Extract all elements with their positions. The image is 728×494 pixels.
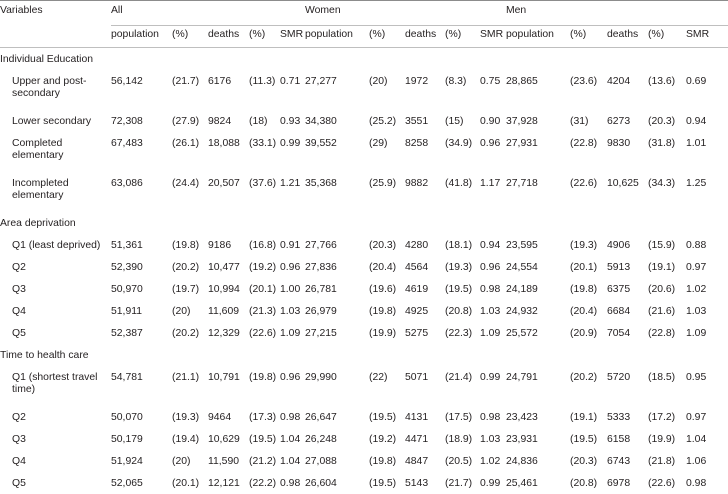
table-cell: (20.3) [570,450,607,472]
table-cell: (8.3) [445,70,480,110]
row-label: Q3 [0,278,111,300]
table-cell: 12,121 [208,472,249,494]
subheader-all-1: (%) [172,26,208,48]
table-cell: 4564 [405,256,445,278]
table-row [0,278,728,300]
table-row [0,366,728,406]
table-cell: 51,924 [111,450,172,472]
table-cell: 0.93 [280,110,305,132]
table-cell: (34.9) [445,132,480,172]
table-cell: 10,629 [208,428,249,450]
table-cell: 4204 [607,70,648,110]
table-cell: 0.94 [480,234,506,256]
table-cell: 0.96 [480,256,506,278]
table-cell: (19.3) [570,234,607,256]
table-cell: 5275 [405,322,445,344]
table-cell: 9186 [208,234,249,256]
section-header-row [0,212,728,234]
table-cell: 23,931 [506,428,570,450]
table-cell: 1972 [405,70,445,110]
table-cell: 25,572 [506,322,570,344]
table-row [0,428,728,450]
table-cell: (24.4) [172,172,208,212]
table-cell: 0.98 [480,406,506,428]
table-cell: 1.03 [280,300,305,322]
subheader-all-0: population [111,26,172,48]
table-cell: 0.99 [480,366,506,406]
table-row [0,132,728,172]
table-cell: 6158 [607,428,648,450]
table-cell: 27,836 [305,256,369,278]
table-cell: (31.8) [648,132,686,172]
row-label: Q4 [0,450,111,472]
table-cell: 1.00 [280,278,305,300]
table-cell: 6684 [607,300,648,322]
table-cell: (33.1) [249,132,280,172]
table-cell: 0.96 [280,366,305,406]
row-label: Q1 (least deprived) [0,234,111,256]
subheader-men-0: population [506,26,570,48]
table-cell: 72,308 [111,110,172,132]
section-title: Time to health care [0,344,728,366]
row-label: Q2 [0,406,111,428]
table-cell: (19.5) [445,278,480,300]
table-cell: 50,179 [111,428,172,450]
table-cell: (22.2) [249,472,280,494]
table-cell: 24,791 [506,366,570,406]
table-cell: 1.06 [686,450,728,472]
table-cell: 1.03 [480,428,506,450]
table-cell: 18,088 [208,132,249,172]
table-cell: 24,932 [506,300,570,322]
table-cell: (19.9) [648,428,686,450]
table-cell: (21.1) [172,366,208,406]
table-cell: 34,380 [305,110,369,132]
table-cell: 0.71 [280,70,305,110]
table-cell: 7054 [607,322,648,344]
group-header-all: All [111,1,305,26]
table-cell: (23.6) [570,70,607,110]
subheader-men-4: SMR [686,26,728,48]
table-cell: 39,552 [305,132,369,172]
table-cell: 10,994 [208,278,249,300]
table-cell: 0.90 [480,110,506,132]
table-cell: (41.8) [445,172,480,212]
table-cell: (19.5) [369,406,405,428]
table-cell: 26,979 [305,300,369,322]
table-cell: 28,865 [506,70,570,110]
table-cell: (19.5) [369,472,405,494]
table-cell: 63,086 [111,172,172,212]
table-cell: 0.98 [686,472,728,494]
row-label: Q5 [0,322,111,344]
table-row [0,472,728,494]
table-cell: (20) [172,450,208,472]
table-cell: (21.8) [648,450,686,472]
table-cell: (25.9) [369,172,405,212]
table-cell: 0.99 [480,472,506,494]
table-cell: 26,781 [305,278,369,300]
table-cell: 50,070 [111,406,172,428]
table-cell: (22.8) [570,132,607,172]
table-cell: 26,647 [305,406,369,428]
table-cell: 0.91 [280,234,305,256]
table-cell: 12,329 [208,322,249,344]
table-cell: (20.4) [369,256,405,278]
table-row [0,300,728,322]
table-row [0,70,728,110]
table-cell: (22.6) [648,472,686,494]
table-cell: 1.09 [280,322,305,344]
table-cell: 24,836 [506,450,570,472]
table-cell: (19.3) [445,256,480,278]
variables-header: Variables [0,1,111,48]
table-cell: 52,390 [111,256,172,278]
table-cell: (19.8) [570,278,607,300]
table-cell: 5143 [405,472,445,494]
table-cell: 8258 [405,132,445,172]
table-cell: 0.98 [280,472,305,494]
table-cell: (13.6) [648,70,686,110]
table-cell: 0.99 [280,132,305,172]
table-cell: 67,483 [111,132,172,172]
table-cell: 27,277 [305,70,369,110]
table-cell: 1.01 [686,132,728,172]
group-header-men: Men [506,1,728,26]
table-cell: (15) [445,110,480,132]
table-cell: (25.2) [369,110,405,132]
table-cell: 54,781 [111,366,172,406]
table-cell: (20.2) [172,322,208,344]
table-cell: (37.6) [249,172,280,212]
table-cell: 26,604 [305,472,369,494]
table-cell: (18.1) [445,234,480,256]
table-cell: 1.21 [280,172,305,212]
table-cell: (18.9) [445,428,480,450]
table-cell: (20.6) [648,278,686,300]
table-cell: (20.1) [249,278,280,300]
table-cell: (20.8) [445,300,480,322]
group-header-women: Women [305,1,506,26]
table-cell: 27,718 [506,172,570,212]
table-cell: 0.69 [686,70,728,110]
subheader-women-0: population [305,26,369,48]
row-label: Incompleted elementary [0,172,111,212]
section-title: Area deprivation [0,212,728,234]
table-cell: (29) [369,132,405,172]
table-cell: 0.98 [480,278,506,300]
table-cell: (26.1) [172,132,208,172]
table-cell: (22.6) [249,322,280,344]
table-cell: 5333 [607,406,648,428]
table-cell: (19.7) [172,278,208,300]
section-header-row [0,48,728,71]
table-cell: 26,248 [305,428,369,450]
table-cell: 6273 [607,110,648,132]
table-cell: 5720 [607,366,648,406]
table-row [0,110,728,132]
table-cell: 0.97 [686,406,728,428]
table-cell: (21.7) [172,70,208,110]
table-cell: 0.95 [686,366,728,406]
table-cell: 56,142 [111,70,172,110]
table-cell: 1.04 [280,428,305,450]
table-row [0,234,728,256]
table-cell: (19.8) [369,300,405,322]
table-cell: 4131 [405,406,445,428]
table-cell: (19.3) [172,406,208,428]
table-cell: 50,970 [111,278,172,300]
table-cell: (15.9) [648,234,686,256]
table-cell: (19.8) [172,234,208,256]
row-label: Q4 [0,300,111,322]
table-cell: (22.3) [445,322,480,344]
table-cell: 6375 [607,278,648,300]
table-cell: 1.03 [686,300,728,322]
subheader-women-3: (%) [445,26,480,48]
table-cell: 0.96 [480,132,506,172]
table-row [0,172,728,212]
subheader-all-4: SMR [280,26,305,48]
table-cell: 0.96 [280,256,305,278]
table-cell: 1.04 [280,450,305,472]
table-cell: 5913 [607,256,648,278]
table-cell: 27,931 [506,132,570,172]
subheader-women-4: SMR [480,26,506,48]
table-cell: 23,423 [506,406,570,428]
table-cell: (20.2) [570,366,607,406]
table-cell: (21.6) [648,300,686,322]
table-cell: 1.09 [480,322,506,344]
table-cell: 9830 [607,132,648,172]
table-cell: 6743 [607,450,648,472]
table-cell: (20.3) [648,110,686,132]
table-cell: 1.02 [480,450,506,472]
table-body [0,48,728,494]
table-cell: (20) [369,70,405,110]
subheader-all-3: (%) [249,26,280,48]
table-cell: 0.94 [686,110,728,132]
section-title: Individual Education [0,48,728,71]
subheader-men-1: (%) [570,26,607,48]
table-cell: (18.5) [648,366,686,406]
row-label: Upper and post-secondary [0,70,111,110]
table-cell: 51,911 [111,300,172,322]
table-cell: (18) [249,110,280,132]
table-cell: (20.9) [570,322,607,344]
subheader-women-1: (%) [369,26,405,48]
table-cell: 52,387 [111,322,172,344]
subheader-men-2: deaths [607,26,648,48]
row-label: Q2 [0,256,111,278]
table-cell: 4925 [405,300,445,322]
table-row [0,322,728,344]
table-cell: (27.9) [172,110,208,132]
table-cell: 11,590 [208,450,249,472]
table-cell: (19.5) [249,428,280,450]
row-label: Q1 (shortest travel time) [0,366,111,406]
table-row [0,450,728,472]
table-cell: (20) [172,300,208,322]
table-cell: 25,461 [506,472,570,494]
table-cell: (19.5) [570,428,607,450]
table-cell: 24,554 [506,256,570,278]
table-cell: (17.5) [445,406,480,428]
table-cell: (20.4) [570,300,607,322]
table-cell: (16.8) [249,234,280,256]
table-cell: 4471 [405,428,445,450]
table-cell: 35,368 [305,172,369,212]
table-cell: (19.6) [369,278,405,300]
table-row [0,256,728,278]
table-cell: 1.09 [686,322,728,344]
table-cell: 20,507 [208,172,249,212]
table-cell: (21.2) [249,450,280,472]
table-cell: 37,928 [506,110,570,132]
table-cell: 5071 [405,366,445,406]
section-header-row [0,344,728,366]
table-cell: (11.3) [249,70,280,110]
row-label: Lower secondary [0,110,111,132]
table-cell: (17.2) [648,406,686,428]
table-cell: (19.1) [648,256,686,278]
table-cell: 4847 [405,450,445,472]
table-cell: (19.2) [369,428,405,450]
table-cell: 27,766 [305,234,369,256]
table-cell: (19.8) [369,450,405,472]
table-cell: 24,189 [506,278,570,300]
row-label: Q5 [0,472,111,494]
table-cell: (31) [570,110,607,132]
table-cell: (34.3) [648,172,686,212]
table-cell: 1.17 [480,172,506,212]
table-cell: 27,088 [305,450,369,472]
table-cell: 4280 [405,234,445,256]
table-cell: 6176 [208,70,249,110]
table-cell: (21.3) [249,300,280,322]
table-cell: 23,595 [506,234,570,256]
table-cell: (20.5) [445,450,480,472]
table-cell: (20.1) [172,472,208,494]
table-cell: 9824 [208,110,249,132]
table-cell: (22) [369,366,405,406]
table-cell: 1.04 [686,428,728,450]
table-cell: (20.3) [369,234,405,256]
table-cell: (22.6) [570,172,607,212]
table-cell: (19.4) [172,428,208,450]
table-cell: 51,361 [111,234,172,256]
table-cell: 0.97 [686,256,728,278]
table-cell: 4619 [405,278,445,300]
table-cell: 0.88 [686,234,728,256]
table-cell: (20.2) [172,256,208,278]
table-header [0,1,728,48]
table-cell: 10,791 [208,366,249,406]
table-cell: (17.3) [249,406,280,428]
table-cell: 10,477 [208,256,249,278]
table-cell: (19.9) [369,322,405,344]
table-cell: 9882 [405,172,445,212]
table-cell: 0.75 [480,70,506,110]
table-cell: (20.1) [570,256,607,278]
table-cell: 10,625 [607,172,648,212]
table-cell: 0.98 [280,406,305,428]
table-cell: 3551 [405,110,445,132]
table-cell: 27,215 [305,322,369,344]
row-label: Q3 [0,428,111,450]
subheader-men-3: (%) [648,26,686,48]
table-cell: 6978 [607,472,648,494]
table-row [0,406,728,428]
table-cell: 52,065 [111,472,172,494]
table-cell: (21.7) [445,472,480,494]
table-cell: 1.03 [480,300,506,322]
table-cell: (19.8) [249,366,280,406]
subheader-all-2: deaths [208,26,249,48]
subheader-women-2: deaths [405,26,445,48]
table-cell: 29,990 [305,366,369,406]
table-cell: 9464 [208,406,249,428]
table-cell: (19.2) [249,256,280,278]
row-label: Completed elementary [0,132,111,172]
table-cell: 4906 [607,234,648,256]
table-cell: (22.8) [648,322,686,344]
table-cell: 1.02 [686,278,728,300]
table-cell: (19.1) [570,406,607,428]
table-cell: 1.25 [686,172,728,212]
table-cell: (20.8) [570,472,607,494]
table-cell: 11,609 [208,300,249,322]
table-cell: (21.4) [445,366,480,406]
